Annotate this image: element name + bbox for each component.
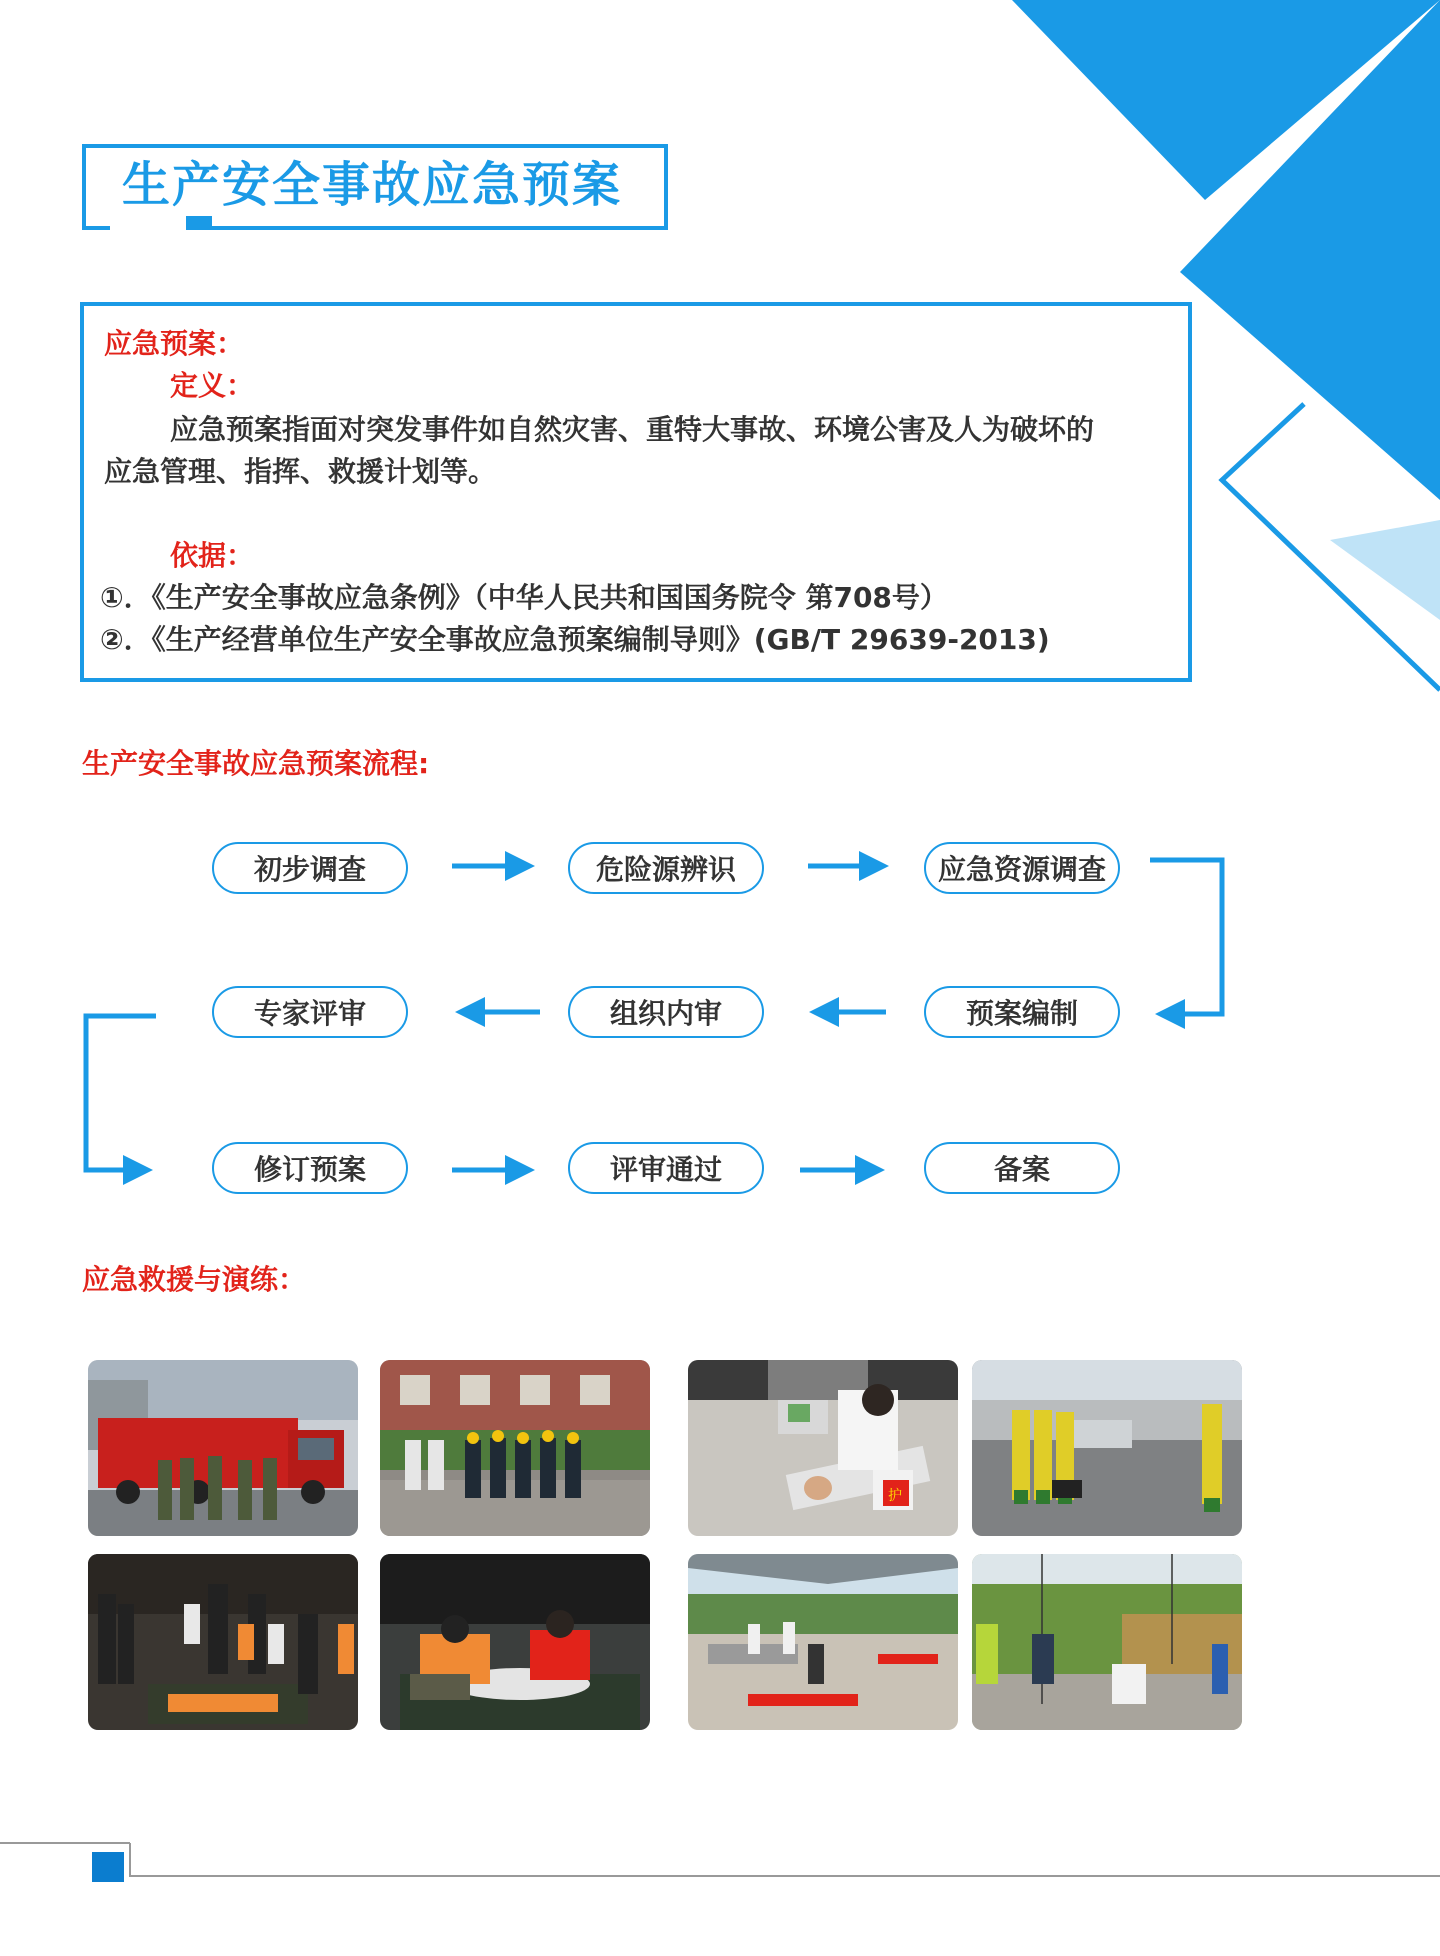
flow-step-revise-plan: 修订预案 bbox=[212, 1142, 408, 1194]
basis-item-2: ②．《生产经营单位生产安全事故应急预案编制导则》(GB/T 29639-2013) bbox=[100, 623, 1050, 656]
fire-truck-drill-photo bbox=[88, 1360, 358, 1536]
flow-step-expert-review: 专家评审 bbox=[212, 986, 408, 1038]
flow-step-plan-drafting: 预案编制 bbox=[924, 986, 1120, 1038]
flow-step-review-passed: 评审通过 bbox=[568, 1142, 764, 1194]
flow-step-resource-survey: 应急资源调查 bbox=[924, 842, 1120, 894]
definition-text-line1: 应急预案指面对突发事件如自然灾害、重特大事故、环境公害及人为破坏的 bbox=[170, 413, 1095, 446]
drills-heading: 应急救援与演练： bbox=[82, 1263, 307, 1296]
flow-connector-left bbox=[86, 1016, 156, 1170]
cpr-training-photo bbox=[88, 1554, 358, 1730]
basis-label: 依据： bbox=[170, 539, 255, 572]
flow-step-preliminary-survey: 初步调查 bbox=[212, 842, 408, 894]
hazmat-suit-photo bbox=[972, 1360, 1242, 1536]
outdoor-stretcher-drill-photo bbox=[688, 1554, 958, 1730]
flow-step-internal-review: 组织内审 bbox=[568, 986, 764, 1038]
flow-step-hazard-identification: 危险源辨识 bbox=[568, 842, 764, 894]
rope-rescue-photo bbox=[972, 1554, 1242, 1730]
cpr-practice-photo bbox=[380, 1554, 650, 1730]
firefighter-team-photo bbox=[380, 1360, 650, 1536]
flow-step-filing: 备案 bbox=[924, 1142, 1120, 1194]
definition-text-line2: 应急管理、指挥、救援计划等。 bbox=[104, 455, 497, 488]
svg-text:护: 护 bbox=[888, 1488, 902, 1504]
flow-connector-right bbox=[1150, 860, 1222, 1014]
definition-label: 定义： bbox=[170, 369, 255, 402]
page-title: 生产安全事故应急预案 bbox=[122, 157, 623, 213]
footer-square bbox=[92, 1852, 124, 1882]
stretcher-first-aid-photo bbox=[688, 1360, 958, 1536]
emergency-plan-heading: 应急预案： bbox=[104, 327, 245, 360]
basis-item-1: ①．《生产安全事故应急条例》（中华人民共和国国务院令 第708号） bbox=[100, 581, 948, 614]
flow-heading: 生产安全事故应急预案流程: bbox=[82, 747, 430, 780]
